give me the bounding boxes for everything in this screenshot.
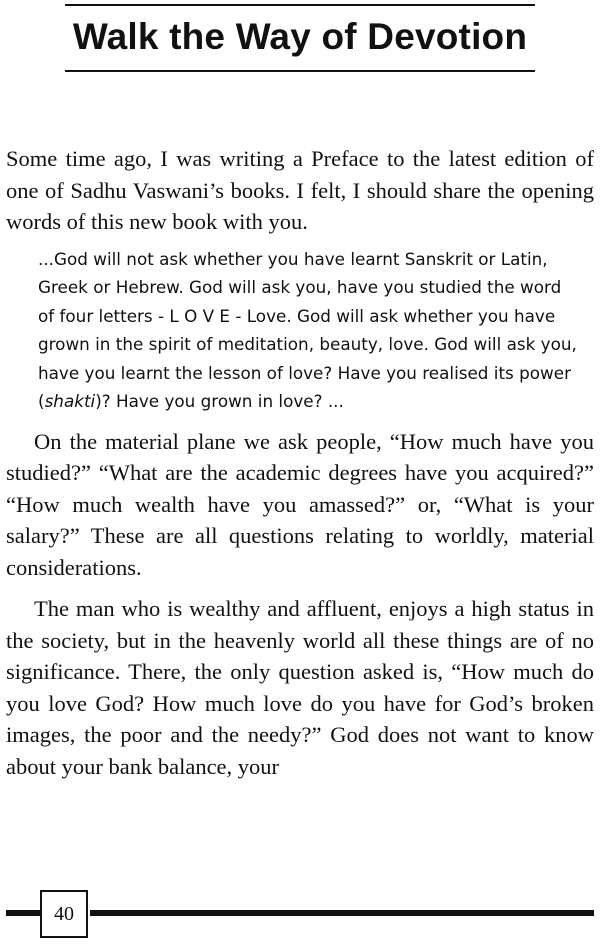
body-text — [6, 143, 594, 782]
page-number-box — [40, 890, 88, 938]
page-number: 40 — [54, 902, 74, 925]
quote-text-end: )? Have you grown in love? ... — [95, 391, 344, 411]
footer-rule-right — [90, 910, 594, 916]
title-underline — [65, 70, 535, 72]
top-rule — [65, 4, 535, 6]
paragraph-2: On the material plane we ask people, “How much have you studied?” “What are the academic degrees have you acquired?” “How much wealth have you amassed?” or, “What is your salary?” These are all questions relating to worldly, material considerations. — [6, 428, 594, 580]
paragraph-1: Some time ago, I was writing a Preface to the latest edition of one of Sadhu Vaswani’s books. I felt, I should share the opening words of this new book with you. — [6, 146, 594, 234]
block-quote — [6, 245, 594, 416]
footer-rule-left — [6, 910, 42, 916]
paragraph-3: The man who is wealthy and affluent, enjoys a high status in the society, but in the heavenly world all these things are of no significance. There, the only question asked is, “How much do you love God? How much love do you have for God’s broken images, the poor and the needy?” God does not want to know about your bank balance, your — [6, 596, 594, 779]
quote-italic-word: shakti — [44, 391, 96, 411]
chapter-title: Walk the Way of Devotion — [72, 16, 528, 57]
page-footer — [0, 890, 600, 940]
quote-text-start: ...God will not ask whether you have learnt Sanskrit or Latin, Greek or Hebrew. God will ask you, have you studied the word of four letters - L O V E - Love. God will ask whether you have grown in the spirit of meditation, beauty, love. God will ask you, have you learnt the lesson of love? Have you realised its power ( — [38, 248, 577, 411]
